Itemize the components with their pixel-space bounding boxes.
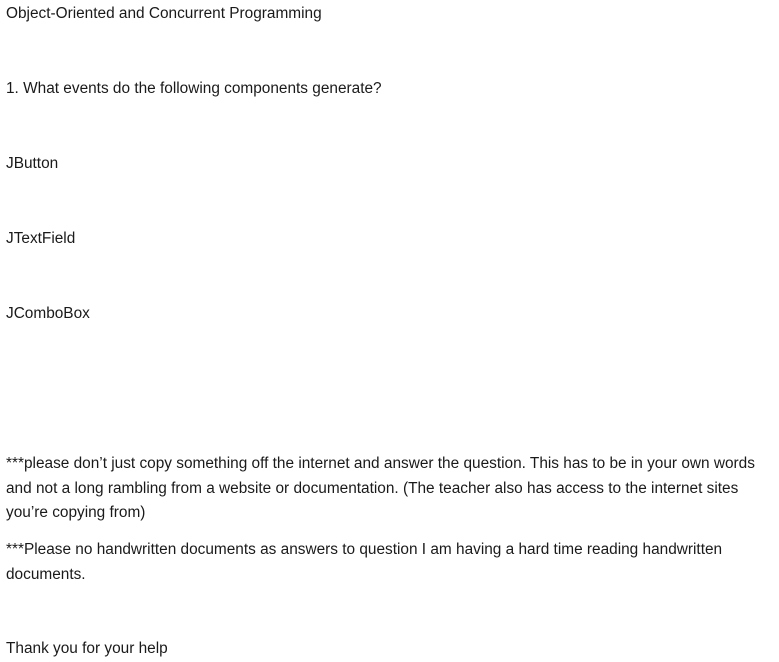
component-jcombobox: JComboBox [6, 305, 90, 322]
document-title: Object-Oriented and Concurrent Programming [6, 5, 322, 22]
closing-thanks: Thank you for your help [6, 640, 168, 657]
question-1: 1. What events do the following components generate? [6, 80, 382, 97]
component-jbutton: JButton [6, 155, 59, 172]
note-no-copying: ***please don’t just copy something off the internet and answer the question. This has to be in your own words and not a long rambling from a website or documentation. (The teacher also has access to the internet sites you’re copying from) [6, 455, 755, 521]
component-jtextfield: JTextField [6, 230, 76, 247]
note-no-handwriting: ***Please no handwritten documents as answers to question I am having a hard time reading handwritten documents. [6, 541, 723, 583]
